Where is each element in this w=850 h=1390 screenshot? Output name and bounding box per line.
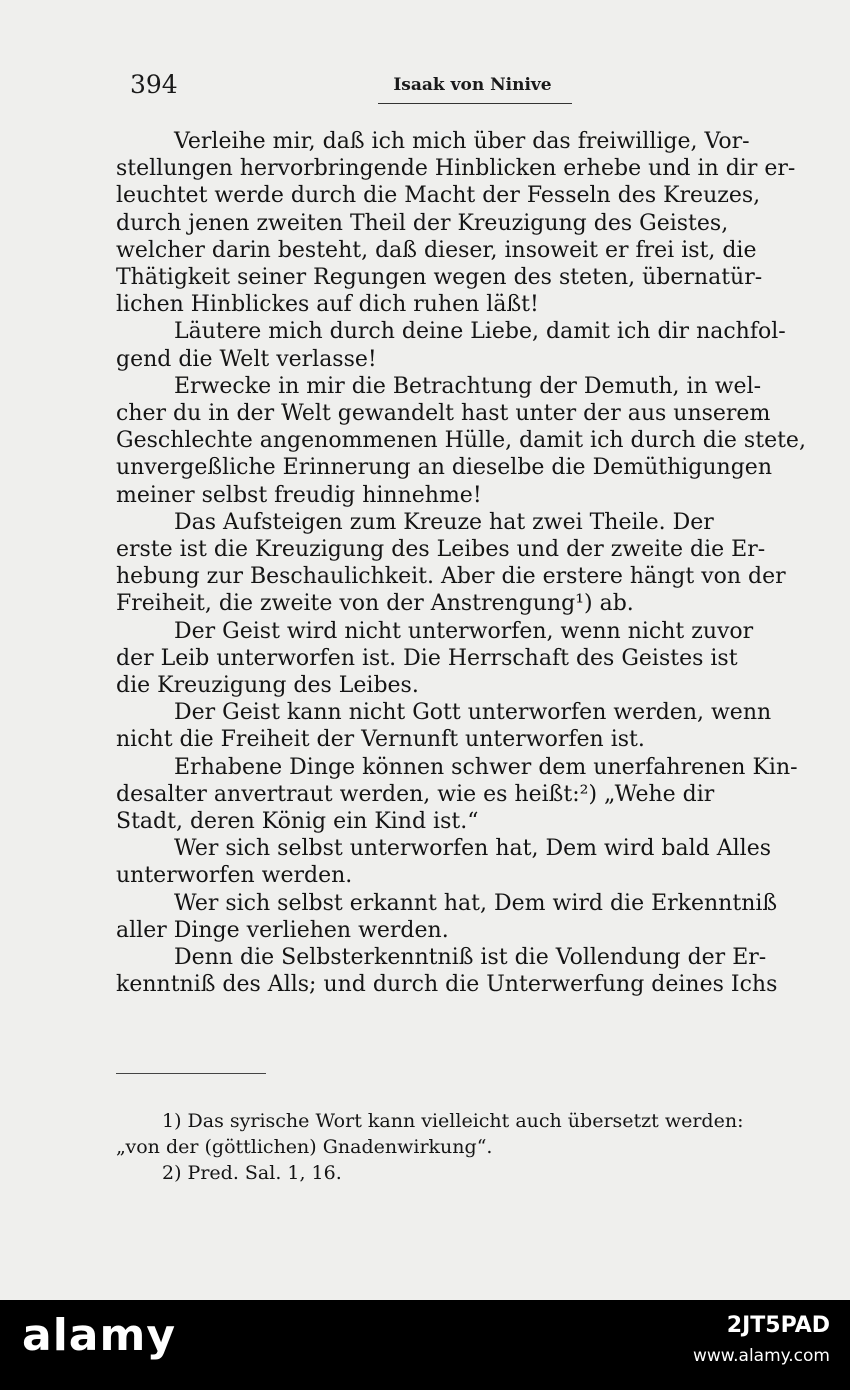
- text-line: Geschlechte angenommenen Hülle, damit ich durch die stete,: [116, 428, 806, 454]
- footnote-line: 1) Das syrische Wort kann vielleicht auch übersetzt werden:: [162, 1110, 744, 1132]
- text-line: Der Geist kann nicht Gott unterworfen werden, wenn: [174, 700, 772, 726]
- text-line: die Kreuzigung des Leibes.: [116, 673, 419, 699]
- text-line: durch jenen zweiten Theil der Kreuzigung des Geistes,: [116, 210, 729, 236]
- running-title: Isaak von Ninive: [393, 75, 552, 95]
- text-line: welcher darin besteht, daß dieser, insoweit er frei ist, die: [116, 237, 757, 263]
- text-line: lichen Hinblickes auf dich ruhen läßt!: [116, 292, 539, 318]
- text-line: kenntniß des Alls; und durch die Unterwerfung deines Ichs: [116, 972, 778, 998]
- footnotes: [116, 1108, 816, 1186]
- body-text: [116, 128, 816, 999]
- text-line: Thätigkeit seiner Regungen wegen des steten, übernatür-: [116, 265, 763, 291]
- text-line: Freiheit, die zweite von der Anstrengung¹) ab.: [116, 591, 634, 617]
- footnote-line: 2) Pred. Sal. 1, 16.: [162, 1162, 342, 1184]
- text-line: erste ist die Kreuzigung des Leibes und der zweite die Er-: [116, 537, 766, 563]
- text-line: desalter anvertraut werden, wie es heißt:²) „Wehe dir: [116, 781, 715, 807]
- watermark-url: www.alamy.com: [692, 1346, 830, 1366]
- footnote-rule: [116, 1073, 266, 1074]
- text-line: der Leib unterworfen ist. Die Herrschaft des Geistes ist: [116, 645, 738, 671]
- text-line: leuchtet werde durch die Macht der Fesseln des Kreuzes,: [116, 183, 761, 209]
- text-line: unterworfen werden.: [116, 863, 353, 889]
- text-line: stellungen hervorbringende Hinblicken erhebe und in dir er-: [116, 156, 796, 182]
- text-line: Läutere mich durch deine Liebe, damit ich dir nachfol-: [174, 319, 786, 345]
- alamy-logo: alamy: [22, 1310, 176, 1361]
- text-line: Erhabene Dinge können schwer dem unerfahrenen Kin-: [174, 754, 798, 780]
- text-line: Wer sich selbst erkannt hat, Dem wird die Erkenntniß: [174, 890, 778, 916]
- text-line: Das Aufsteigen zum Kreuze hat zwei Theile. Der: [174, 509, 714, 535]
- header-rule: [378, 103, 572, 104]
- text-line: Der Geist wird nicht unterworfen, wenn nicht zuvor: [174, 618, 754, 644]
- text-line: Stadt, deren König ein Kind ist.“: [116, 809, 479, 835]
- text-line: hebung zur Beschaulichkeit. Aber die erstere hängt von der: [116, 564, 786, 590]
- text-line: cher du in der Welt gewandelt hast unter der aus unserem: [116, 401, 771, 427]
- text-line: Verleihe mir, daß ich mich über das freiwillige, Vor-: [174, 129, 750, 154]
- text-line: Denn die Selbsterkenntniß ist die Vollendung der Er-: [174, 945, 767, 971]
- text-line: Wer sich selbst unterworfen hat, Dem wird bald Alles: [174, 836, 772, 862]
- text-line: gend die Welt verlasse!: [116, 346, 377, 372]
- image-id: 2JT5PAD: [726, 1313, 830, 1338]
- text-line: Erwecke in mir die Betrachtung der Demuth, in wel-: [174, 373, 762, 399]
- text-line: aller Dinge verliehen werden.: [116, 917, 449, 943]
- text-line: meiner selbst freudig hinnehme!: [116, 482, 482, 508]
- text-line: unvergeßliche Erinnerung an dieselbe die Demüthigungen: [116, 455, 772, 481]
- footnote-line: „von der (göttlichen) Gnadenwirkung“.: [116, 1136, 493, 1158]
- text-line: nicht die Freiheit der Vernunft unterworfen ist.: [116, 727, 645, 753]
- page-number: 394: [130, 70, 178, 99]
